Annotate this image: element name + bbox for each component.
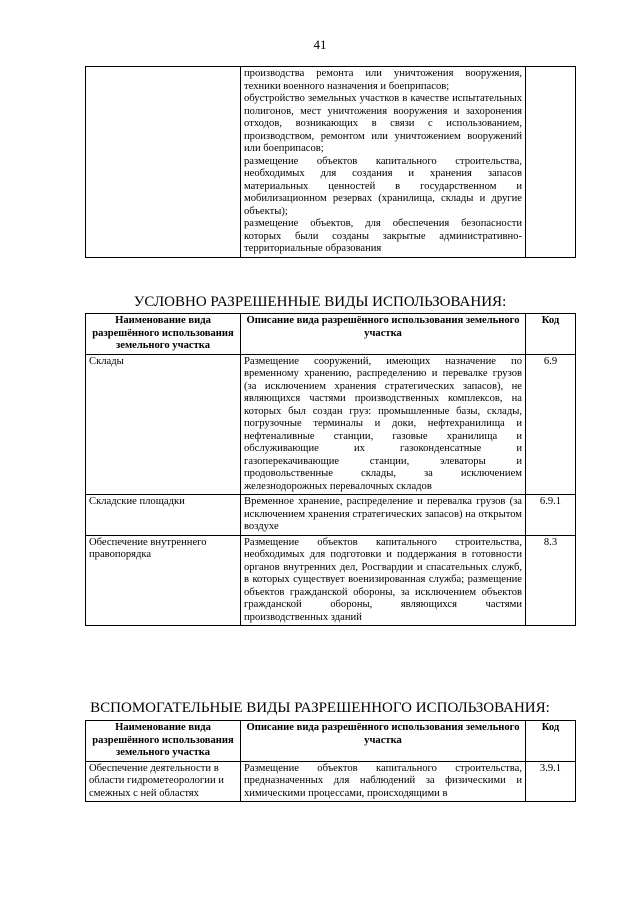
description-paragraph: размещение объектов, для обеспечения безопасности которых были созданы закрытые административно-территориальные образования [244, 218, 522, 254]
name-cell: Склады [86, 354, 241, 495]
table-header-row [86, 314, 576, 355]
code-cell [526, 67, 576, 258]
description-text: Временное хранение, распределение и перевалка грузов (за исключением хранения стратегических запасов) на открытом воздухе [244, 496, 522, 532]
description-text: Размещение объектов капитального строительства, предназначенных для наблюдений за физическими и химическими процессами, происходящими в [244, 762, 522, 799]
table-row [86, 535, 576, 626]
code-cell: 8.3 [526, 535, 576, 626]
description-cell [241, 67, 526, 258]
auxiliary-uses-table [85, 720, 576, 802]
description-text: Размещение объектов капитального строительства, необходимых для подготовки и поддержания в готовности органов внутренних дел, Росгвардии и спасательных служб, в которых существует военизированная служба; размещение объектов гражданской обороны, за исключением объектов гражданской обороны, являющихся частями производственных зданий [244, 536, 522, 623]
header-description: Описание вида разрешённого использования земельного участка [241, 314, 526, 355]
header-name: Наименование вида разрешённого использования земельного участка [86, 721, 241, 762]
name-cell: Складские площадки [86, 495, 241, 536]
description-paragraph: производства ремонта или уничтожения вооружения, техники военного назначения и боеприпасов; [244, 68, 522, 92]
header-code: Код [526, 314, 576, 355]
conditional-uses-table [85, 313, 576, 626]
section-title-conditional: УСЛОВНО РАЗРЕШЕННЫЕ ВИДЫ ИСПОЛЬЗОВАНИЯ: [133, 294, 507, 310]
description-cell [241, 535, 526, 626]
description-cell [241, 761, 526, 802]
code-cell: 6.9 [526, 354, 576, 495]
table-row [86, 495, 576, 536]
name-cell: Обеспечение деятельности в области гидрометеорологии и смежных с ней областях [86, 761, 241, 802]
description-text: Размещение сооружений, имеющих назначение по временному хранению, распределению и перевалке грузов (за исключением хранения стратегических запасов), не являющихся частями производственных комплексов, на которых был создан груз: промышленные базы, склады, погрузочные терминалы и доки, нефтехранилища и нефтеналивные станции, газовые хранилища и обслуживающие их газоконденсатные и газоперекачивающие станции, элеваторы и продовольственные склады, за исключением железнодорожных перевалочных складов [244, 355, 522, 492]
code-cell: 6.9.1 [526, 495, 576, 536]
table-header-row [86, 721, 576, 762]
description-cell [241, 354, 526, 495]
name-cell: Обеспечение внутреннего правопорядка [86, 535, 241, 626]
name-cell [86, 67, 241, 258]
table-row [86, 67, 576, 258]
section-title-auxiliary: ВСПОМОГАТЕЛЬНЫЕ ВИДЫ РАЗРЕШЕННОГО ИСПОЛЬЗОВАНИЯ: [90, 700, 550, 716]
page-number: 41 [313, 37, 327, 52]
description-paragraph: обустройство земельных участков в качестве испытательных полигонов, мест уничтожения вооружения и захоронения отходов, возникающих в связи с использованием, производством, ремонтом или уничтожением вооружений или боеприпасов; [244, 93, 522, 154]
header-name: Наименование вида разрешённого использования земельного участка [86, 314, 241, 355]
table-row [86, 761, 576, 802]
continuation-table [85, 66, 576, 258]
description-cell [241, 495, 526, 536]
table-row [86, 354, 576, 495]
header-code: Код [526, 721, 576, 762]
header-description: Описание вида разрешённого использования земельного участка [241, 721, 526, 762]
description-paragraph: размещение объектов капитального строительства, необходимых для создания и хранения запасов материальных ценностей в государственном и мобилизационном резервах (хранилища, склады и другие объекты); [244, 155, 522, 217]
code-cell: 3.9.1 [526, 761, 576, 802]
